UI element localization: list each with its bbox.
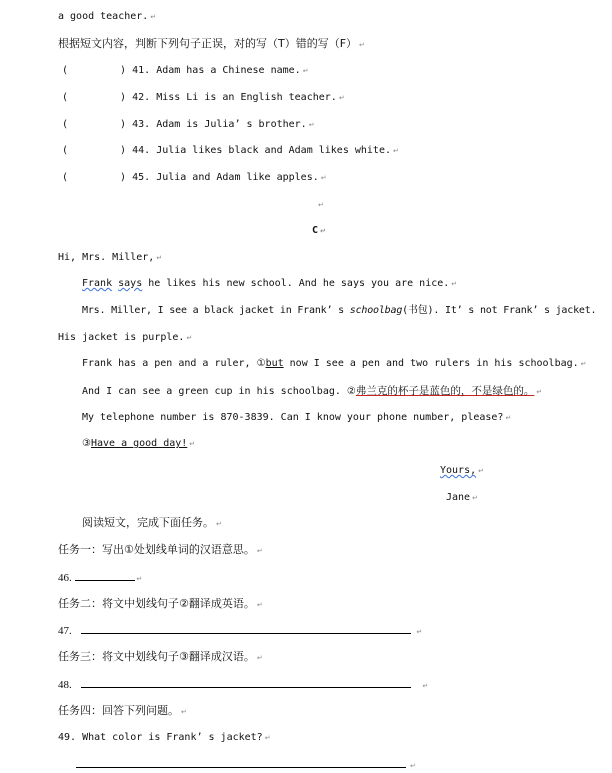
tf-item-42: ( ) 42. Miss Li is an English teacher. ↵ [62, 92, 345, 103]
tf-item-43: ( ) 43. Adam is Julia’ s brother. ↵ [62, 119, 315, 130]
letter-line-1: Frank says he likes his new school. And he says you are nice. ↵ [82, 278, 458, 289]
letter-line-5: And I can see a green cup in his schoolbag. ②弗兰克的杯子是蓝色的，不是绿色的。 ↵ [82, 385, 543, 397]
answer-line-47[interactable] [81, 623, 411, 634]
task-two: 任务二：将文中划线句子②翻译成英语。 ↵ [58, 597, 263, 610]
empty-paragraph: ↵ [318, 201, 324, 209]
circled-one-marker: ① [256, 358, 266, 369]
question-48: 48. ↵ [58, 679, 429, 691]
question-46: 46. ↵ [58, 572, 143, 584]
letter-line-3: His jacket is purple. ↵ [58, 332, 193, 343]
letter-greeting: Hi, Mrs. Miller, ↵ [58, 252, 163, 263]
letter-line-4: Frank has a pen and a ruler, ①but now I see a pen and two rulers in his schoolbag. ↵ [82, 358, 587, 369]
circled-two-marker: ② [346, 386, 356, 397]
task-intro: 阅读短文，完成下面任务。 ↵ [82, 516, 222, 529]
answer-line-48[interactable] [81, 677, 411, 688]
question-49: 49. What color is Frank’ s jacket? ↵ [58, 732, 271, 743]
letter-closing: Yours, ↵ [440, 465, 484, 476]
task-four: 任务四：回答下列问题。 ↵ [58, 704, 187, 717]
task-one: 任务一：写出①处划线单词的汉语意思。 ↵ [58, 543, 263, 556]
answer-line-49-row: ↵ [76, 757, 416, 773]
letter-line-6: My telephone number is 870-3839. Can I know your phone number, please? ↵ [82, 412, 512, 423]
tf-instruction: 根据短文内容，判断下列句子正误，对的写（T）错的写（F） ↵ [58, 37, 365, 50]
section-c-title: C ↵ [312, 225, 326, 236]
circled-three-marker: ③ [82, 438, 91, 449]
task-three: 任务三：将文中划线句子③翻译成汉语。 ↵ [58, 650, 263, 663]
underlined-chinese-sentence: 弗兰克的杯子是蓝色的，不是绿色的。 [355, 385, 535, 397]
tf-item-45: ( ) 45. Julia and Adam like apples. ↵ [62, 172, 327, 183]
tf-item-41: ( ) 41. Adam has a Chinese name. ↵ [62, 65, 309, 76]
answer-line-46[interactable] [75, 570, 135, 581]
continued-text: a good teacher. ↵ [58, 11, 157, 22]
letter-line-2: Mrs. Miller, I see a black jacket in Frank’ s schoolbag(书包). It’ s not Frank’ s jacket. [82, 305, 597, 316]
underlined-but: but [265, 358, 284, 369]
tf-item-44: ( ) 44. Julia likes black and Adam likes white. ↵ [62, 145, 399, 156]
letter-signature: Jane ↵ [446, 492, 478, 503]
answer-line-49[interactable] [76, 757, 406, 768]
underlined-have-a-good-day: Have a good day! [90, 438, 188, 449]
letter-line-7: ③Have a good day! ↵ [82, 438, 196, 449]
question-47: 47. ↵ [58, 625, 423, 637]
